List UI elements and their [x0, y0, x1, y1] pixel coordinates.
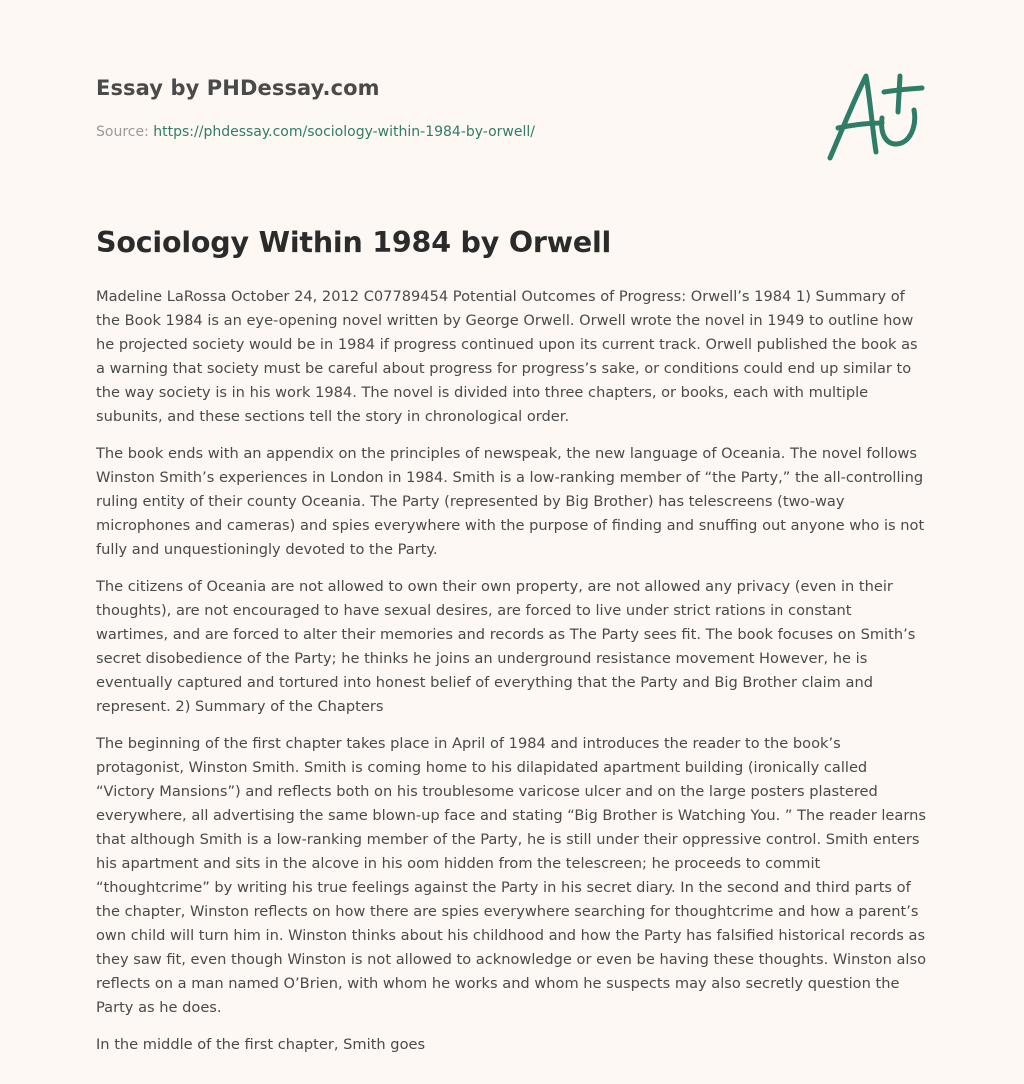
essay-paragraph: In the middle of the first chapter, Smith goes [96, 1036, 426, 1053]
site-brand: Essay by PHDessay.com [96, 76, 380, 100]
page-header [96, 0, 928, 190]
source-label: Source: [96, 124, 154, 140]
essay-body [96, 285, 928, 1070]
essay-title: Sociology Within 1984 by Orwell [96, 226, 612, 259]
essay-paragraph: The book ends with an appendix on the principles of newspeak, the new language of Oceania. The novel follows Winston Smith’s experiences in London in 1984. Smith is a low-ranking member of “the Party,” the all-controlling ruling entity of their county Oceania. The Party (represented by Big Brother) has telescreens (two-way microphones and cameras) and spies everywhere with the purpose of finding and snuffing out anyone who is not fully and unquestioningly devoted to the Party. [96, 445, 925, 558]
source-link[interactable]: https://phdessay.com/sociology-within-1984-by-orwell/ [153, 124, 535, 140]
essay-paragraph: The citizens of Oceania are not allowed to own their own property, are not allowed any privacy (even in their thoughts), are not encouraged to have sexual desires, are forced to live under strict rations in constant wartimes, and are forced to alter their memories and records as The Party sees fit. The book focuses on Smith’s secret disobedience of the Party; he thinks he joins an underground resistance movement However, he is eventually captured and tortured into honest belief of everything that the Party and Big Brother claim and represent. 2) Summary of the Chapters [96, 578, 916, 715]
essay-paragraph: Madeline LaRossa October 24, 2012 C07789454 Potential Outcomes of Progress: Orwell’s 1984 1) Summary of the Book 1984 is an eye-opening novel written by George Orwell. Orwell wrote the novel in 1949 to outline how he projected society would be in 1984 if progress continued upon its current track. Orwell published the book as a warning that society must be careful about progress for progress’s sake, or conditions could end up similar to the way society is in his work 1984. The novel is divided into three chapters, or books, each with multiple subunits, and these sections tell the story in chronological order. [96, 288, 918, 425]
essay-paragraph: The beginning of the first chapter takes place in April of 1984 and introduces the reader to the book’s protagonist, Winston Smith. Smith is coming home to his dilapidated apartment building (ironically called “Victory Mansions”) and reflects both on his troublesome varicose ulcer and on the large posters plastered everywhere, all advertising the same blown-up face and stating “Big Brother is Watching You. ” The reader learns that although Smith is a low-ranking member of the Party, he is still under their oppressive control. Smith enters his apartment and sits in the alcove in his oom hidden from the telescreen; he proceeds to commit “thoughtcrime” by writing his true feelings against the Party in his secret diary. In the second and third parts of the chapter, Winston reflects on how there are spies everywhere searching for thoughtcrime and how a parent’s own child will turn him in. Winston thinks about his childhood and how the Party has falsified historical records as they saw fit, even though Winston is not allowed to acknowledge or even be having these thoughts. Winston also reflects on a man named O’Brien, with whom he works and whom he suspects may also secretly question the Party as he does. [96, 735, 926, 1016]
source-line [96, 124, 535, 140]
a-plus-grade-icon [824, 68, 928, 164]
